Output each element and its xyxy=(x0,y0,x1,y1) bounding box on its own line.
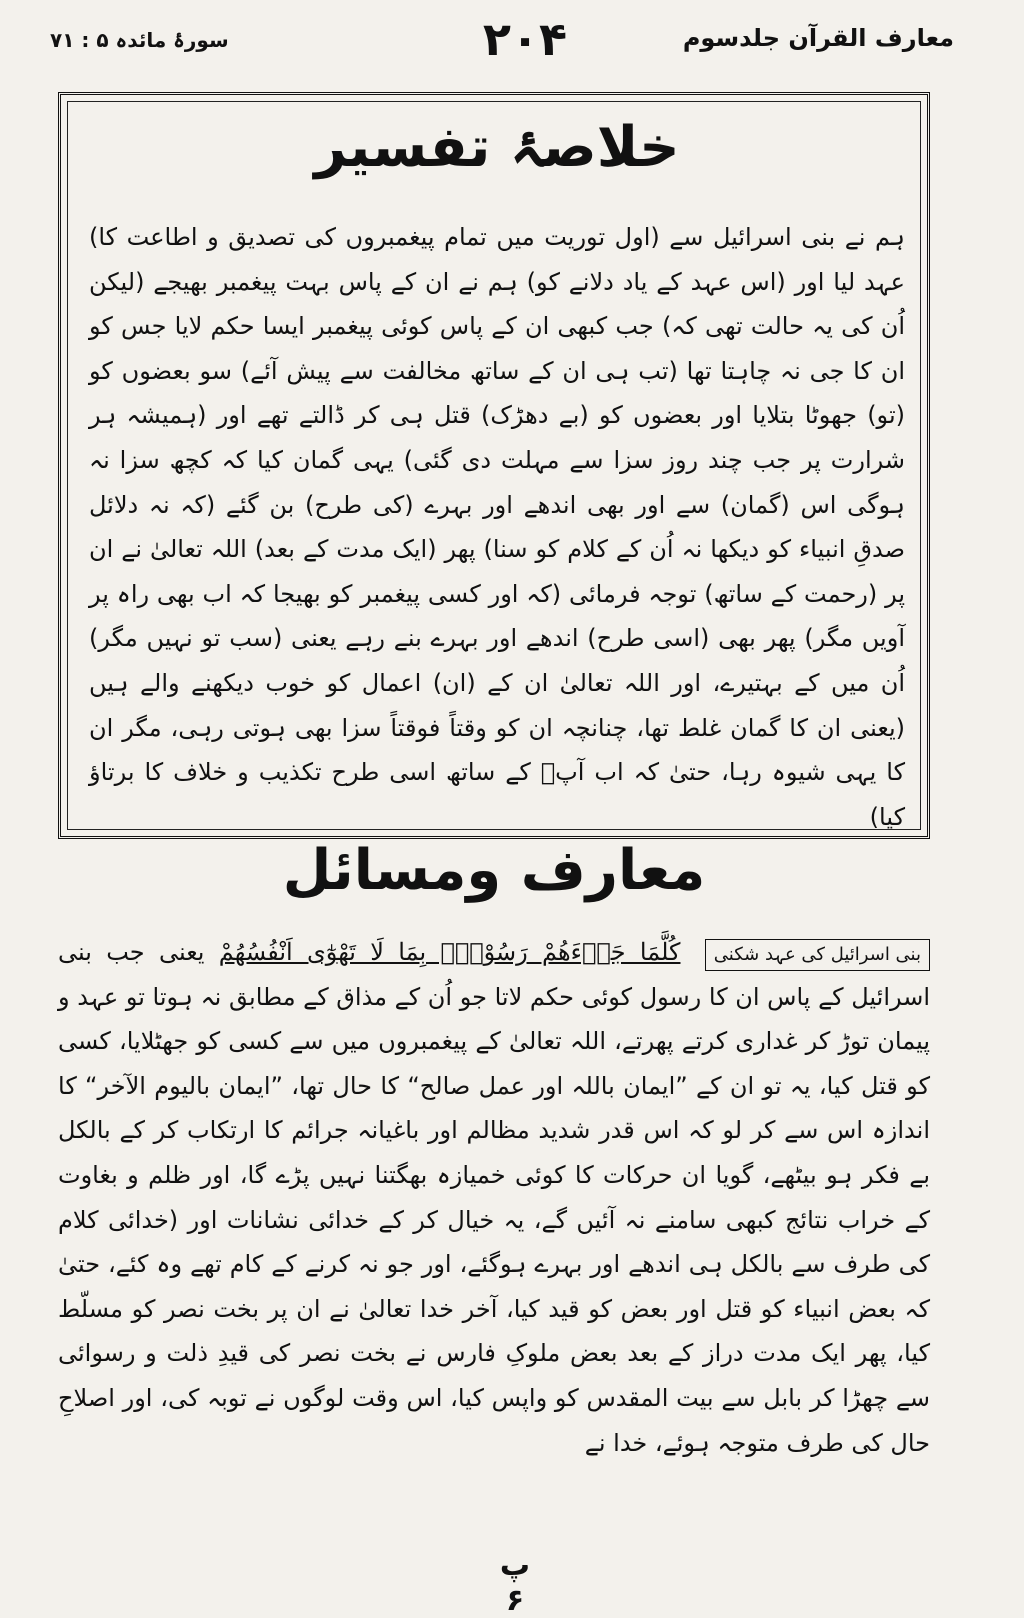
surah-reference: سورۂ مائدہ ۵ : ۷۱ xyxy=(50,28,229,52)
page-number: ۲۰۴ xyxy=(482,12,568,66)
book-volume-title: معارف القرآن جلدسوم xyxy=(682,24,954,52)
maarif-text: یعنی جب بنی اسرائیل کے پاس ان کا رسول کوئی حکم لاتا جو اُن کے مذاق کے مطابق نہ ہوتا تو عہد و پیمان توڑ کر غداری کرتے پھرتے، اللہ تعالیٰ کے پیغمبروں میں سے کسی کو جھٹلایا، کسی کو قتل کیا، یہ تو ان کے ”ایمان باللہ اور عمل صالح“ کا حال تھا، ”ایمان بالیوم الآخر“ کا اندازہ اس سے کر لو کہ اس قدر شدید مظالم اور باغیانہ جرائم کا ارتکاب کر کے بالکل بے فکر ہو بیٹھے، گویا ان حرکات کا کوئی خمیازہ بھگتنا نہیں پڑے گا، اور ظلم و بغاوت کے خراب نتائج کبھی سامنے نہ آئیں گے، یہ خیال کر کے خدائی نشانات اور (خدائی کلام کی طرف سے بالکل ہی اندھے اور بہرے ہوگئے، اور جو نہ کرنے کے کام تھے وہ کئے، حتیٰ کہ بعض انبیاء کو قتل اور بعض کو قید کیا، آخر خدا تعالیٰ نے ان پر بخت نصر کو مسلّط کیا، پھر ایک مدت دراز کے بعد بعض ملوکِ فارس نے بخت نصر کی قیدِ ذلت و رسوائی سے چھڑا کر بابل سے بیت المقدس کو واپس کیا، اس وقت لوگوں نے توبہ کی، اور اصلاحِ حال کی طرف متوجہ ہوئے، خدا نے xyxy=(58,938,930,1457)
summary-text: ہم نے بنی اسرائیل سے (اول توریت میں تمام پیغمبروں کی تصدیق و اطاعت کا) عہد لیا اور (اس عہد کے یاد دلانے کو) ہم نے ان کے پاس بہت پیغمبر بھیجے (لیکن اُن کی یہ حالت تھی کہ) جب کبھی ان کے پاس کوئی پیغمبر ایسا حکم لایا جس کو ان کا جی نہ چاہتا تھا (تب ہی ان کے ساتھ مخالفت سے پیش آئے) سو بعضوں کو (تو) جھوٹا بتلایا اور بعضوں کو (بے دھڑک) قتل ہی کر ڈالتے تھے اور (ہمیشہ ہر شرارت پر جب چند روز سزا سے مہلت دی گئی) یہی گمان کیا کہ کچھ سزا نہ ہوگی اس (گمان) سے اور بھی اندھے اور بہرے (کی طرح) بن گئے (کہ نہ دلائل صدقِ انبیاء کو دیکھا نہ اُن کے کلام کو سنا) پھر (ایک مدت کے بعد) اللہ تعالیٰ نے ان پر (رحمت کے ساتھ) توجہ فرمائی (کہ اور کسی پیغمبر کو بھیجا کہ اب بھی راہ پر آویں مگر) پھر بھی (اسی طرح) اندھے اور بہرے بنے رہے یعنی (سب تو نہیں مگر) اُن میں کے بہتیرے، اور اللہ تعالیٰ ان کے (ان) اعمال کو خوب دیکھنے والے ہیں (یعنی ان کا گمان غلط تھا، چنانچہ ان کو وقتاً فوقتاً سزا بھی ہوتی رہی، مگر ان کا یہی شیوہ رہا، حتیٰ کہ اب آپؐ کے ساتھ اسی طرح تکذیب و خلاف کا برتاؤ کیا) xyxy=(89,223,905,831)
signature-mark: پ ۶ xyxy=(499,1548,531,1618)
section-title-maarif: معارف ومسائل xyxy=(282,838,706,903)
quranic-quote: کُلَّمَا جَاۗءَهُمْ رَسُوْلٌۢ بِمَا لَا تَهْوٰٓى اَنْفُسُهُمْ xyxy=(218,938,681,966)
maarif-paragraph xyxy=(58,930,930,1465)
page-header xyxy=(40,14,984,74)
side-heading: بنی اسرائیل کی عہد شکنی xyxy=(705,939,930,971)
maarif-section xyxy=(58,930,930,1465)
summary-text-block xyxy=(89,215,905,839)
summary-box xyxy=(58,92,930,839)
summary-title: خلاصۂ تفسیر xyxy=(314,115,680,180)
